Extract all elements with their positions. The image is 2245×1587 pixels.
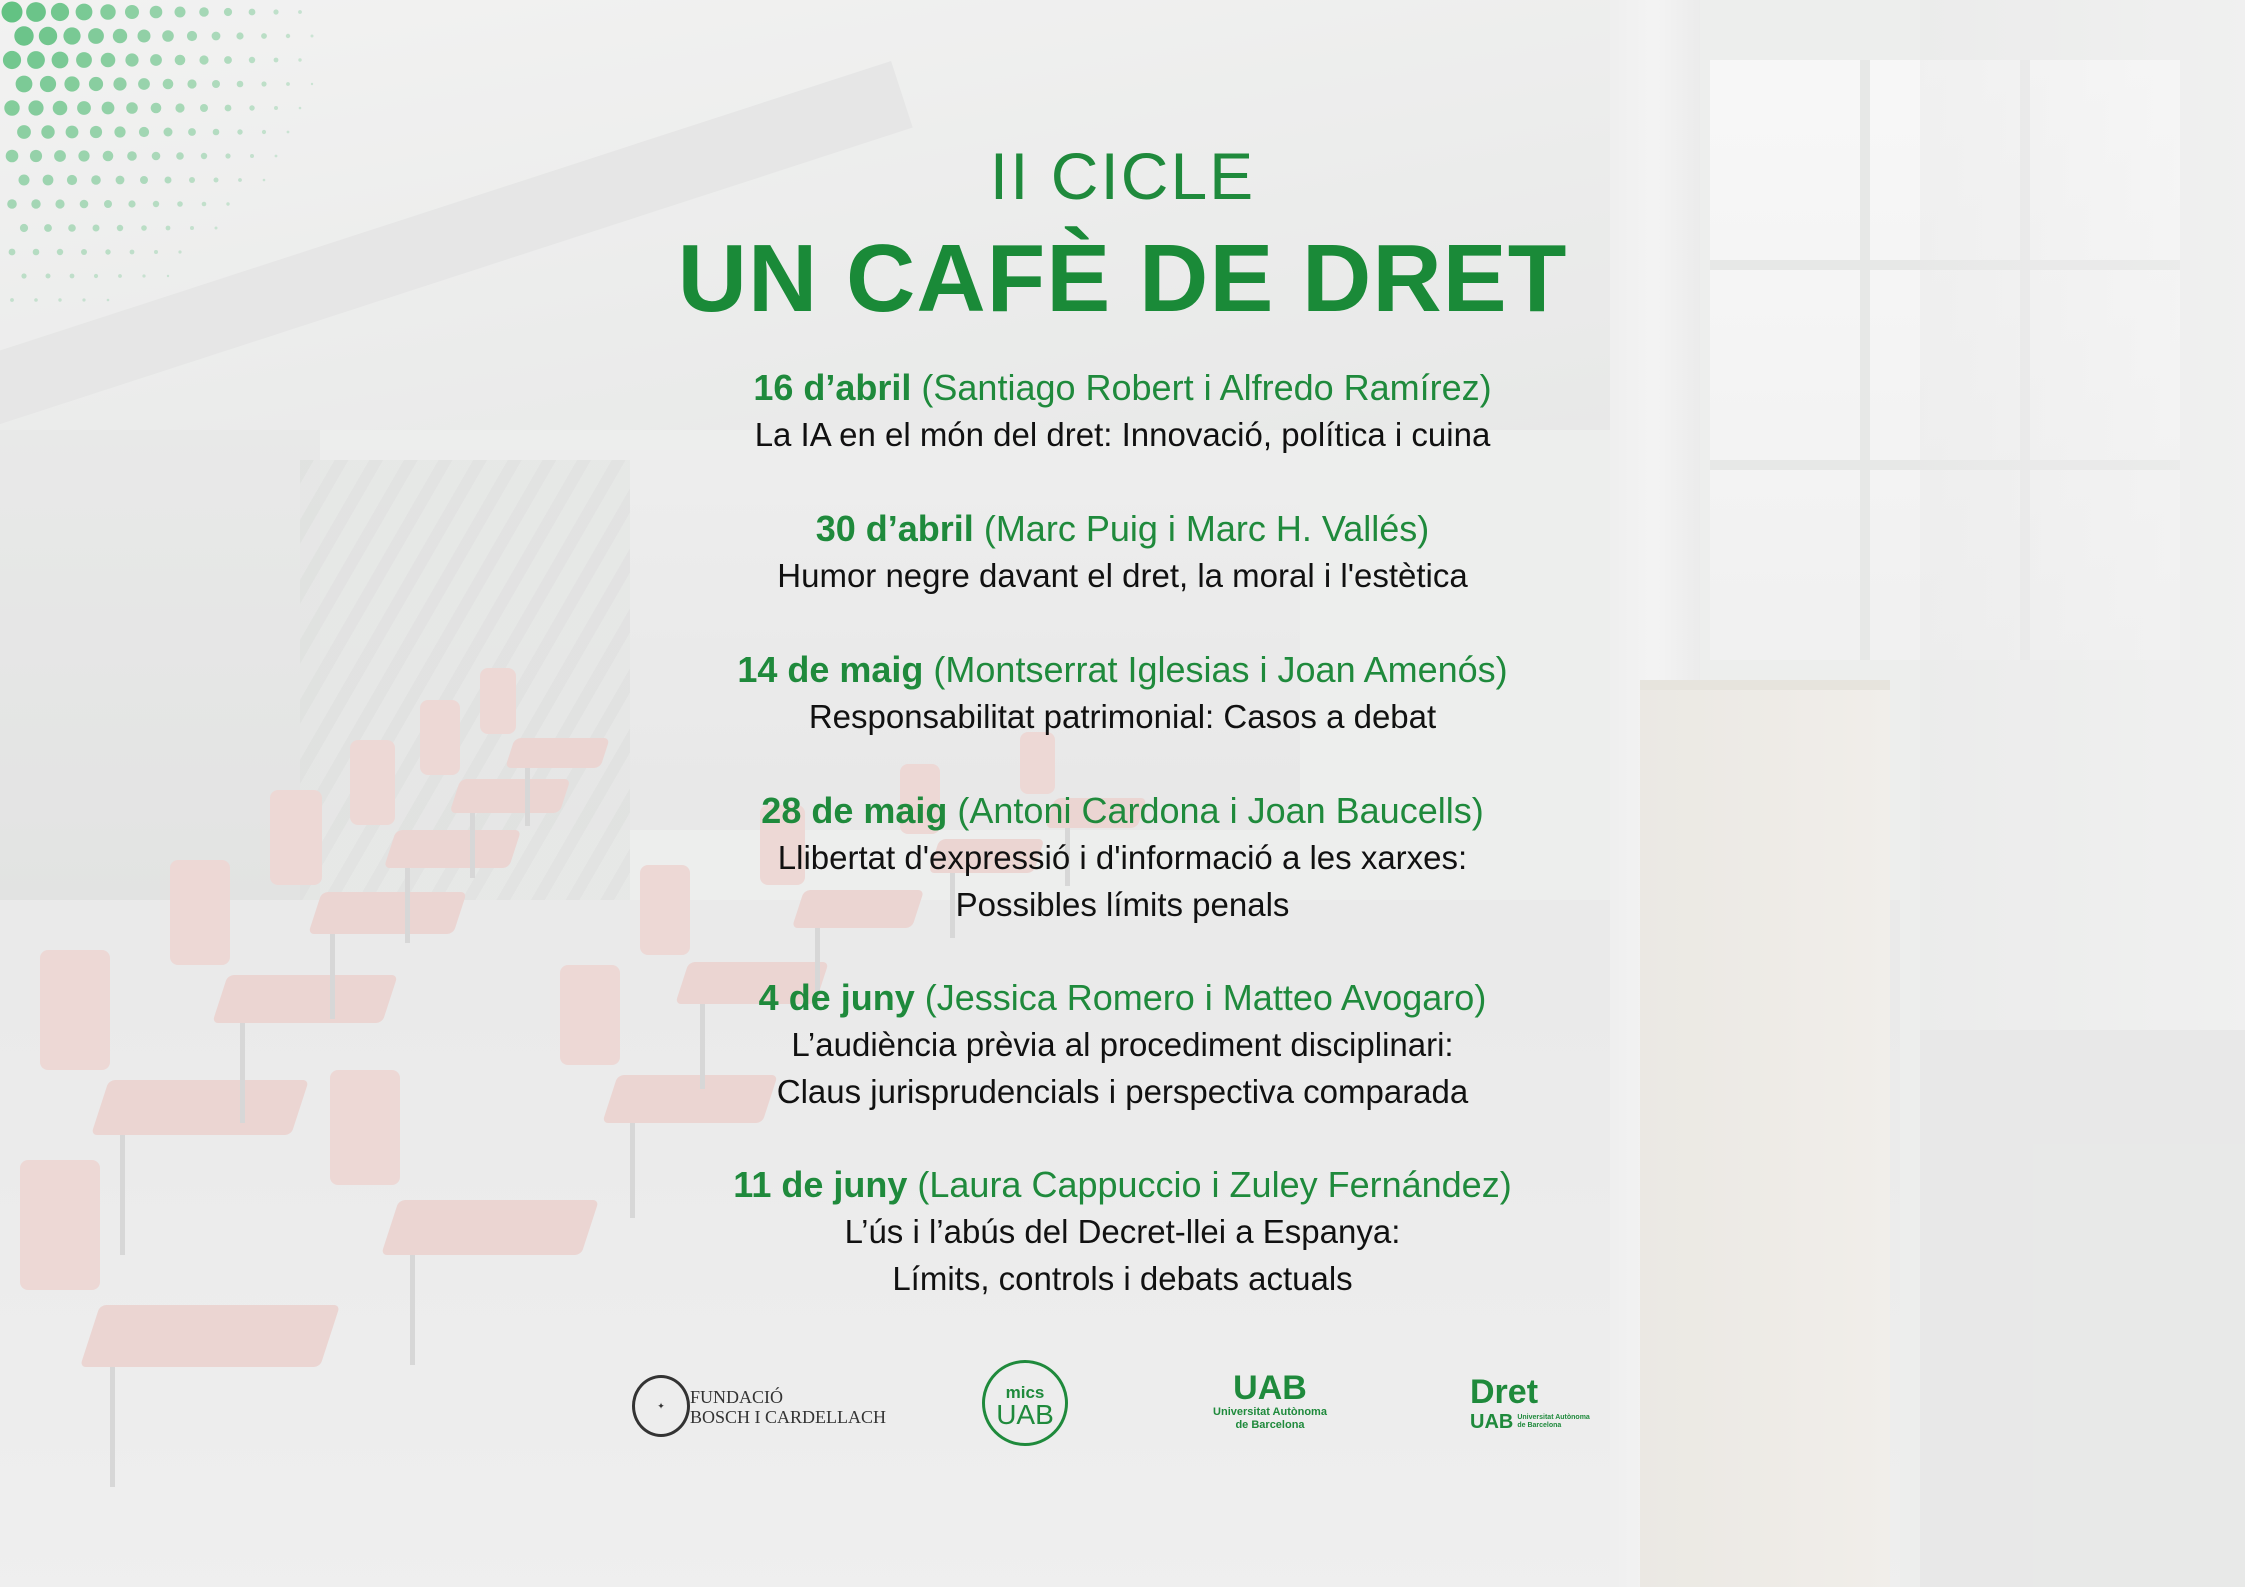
decor-dot <box>16 76 33 93</box>
decor-dot <box>151 103 162 114</box>
cycle-label: II CICLE <box>989 139 1256 213</box>
session-date: 4 de juny <box>758 977 915 1018</box>
decor-dot <box>54 150 66 162</box>
decor-dot <box>299 107 302 110</box>
session-date: 11 de juny <box>733 1164 908 1205</box>
decor-dot <box>113 77 126 90</box>
decor-dot <box>142 274 145 277</box>
decor-dot <box>188 128 196 136</box>
decor-dot <box>165 177 172 184</box>
session-topic: Llibertat d'expressió i d'informació a les xarxes: <box>777 839 1468 876</box>
decor-dot <box>140 176 148 184</box>
decor-dot <box>125 53 138 66</box>
decor-dot <box>55 199 64 208</box>
decor-dot <box>88 28 104 44</box>
decor-dot <box>226 202 229 205</box>
fundacio-line1: FUNDACIÓ <box>690 1387 784 1407</box>
amics-uab-logo <box>982 1360 1068 1446</box>
decor-dot <box>30 150 42 162</box>
session-date: 30 d’abril <box>815 508 974 549</box>
session-topic: Claus jurisprudencials i perspectiva comparada <box>776 1073 1469 1110</box>
decor-dot <box>101 53 116 68</box>
decor-dot <box>138 78 150 90</box>
decor-dot <box>311 83 313 85</box>
decor-dot <box>164 128 173 137</box>
dot-pattern-decoration <box>0 0 360 330</box>
decor-dot <box>175 55 186 66</box>
decor-dot <box>200 104 208 112</box>
session-topic: Possibles límits penals <box>955 886 1290 923</box>
decor-dot <box>51 3 69 21</box>
session-topic: Responsabilitat patrimonial: Casos a debat <box>808 698 1437 735</box>
decor-dot <box>105 249 110 254</box>
decor-dot <box>41 125 54 138</box>
decor-dot <box>236 32 243 39</box>
decor-dot <box>104 200 112 208</box>
decor-dot <box>298 10 302 14</box>
session-item <box>560 1162 1685 1302</box>
decor-dot <box>90 126 102 138</box>
decor-dot <box>130 250 135 255</box>
amics-bottom-text: UAB <box>996 1399 1054 1430</box>
decor-dot <box>237 129 242 134</box>
decor-dot <box>263 179 266 182</box>
decor-dot <box>27 51 45 69</box>
decor-dot <box>31 199 40 208</box>
session-date: 28 de maig <box>761 790 948 831</box>
decor-dot <box>114 126 125 137</box>
decor-dot <box>225 105 232 112</box>
decor-dot <box>214 178 219 183</box>
session-topic: Límits, controls i debats actuals <box>892 1260 1353 1297</box>
dret-logo-line2: de Barcelona <box>1517 1422 1562 1429</box>
decor-dot <box>273 9 278 14</box>
decor-dot <box>166 226 171 231</box>
decor-dot <box>76 4 93 21</box>
decor-dot <box>162 30 174 42</box>
uab-logo-line2: de Barcelona <box>1235 1419 1305 1431</box>
session-date: 14 de maig <box>737 649 924 690</box>
session-speakers: (Antoni Cardona i Joan Baucells) <box>957 790 1484 831</box>
decor-dot <box>287 131 290 134</box>
decor-dot <box>261 33 267 39</box>
decor-dot <box>262 130 266 134</box>
decor-dot <box>118 274 122 278</box>
decor-dot <box>70 274 75 279</box>
decor-dot <box>52 52 69 69</box>
decor-dot <box>100 4 115 19</box>
decor-dot <box>187 31 197 41</box>
decor-dot <box>39 27 57 45</box>
decor-dot <box>176 152 184 160</box>
dret-uab-logo <box>1470 1373 1630 1433</box>
session-topic: La IA en el món del dret: Innovació, política i cuina <box>754 416 1491 453</box>
decor-dot <box>212 80 220 88</box>
decor-dot <box>89 77 103 91</box>
decor-dot <box>117 225 123 231</box>
decor-dot <box>80 200 89 209</box>
fundacio-seal-icon: ✦ <box>632 1375 690 1437</box>
decor-dot <box>43 175 54 186</box>
decor-dot <box>77 101 91 115</box>
session-speakers: (Laura Cappuccio i Zuley Fernández) <box>917 1164 1512 1205</box>
decor-dot <box>189 177 195 183</box>
session-date: 16 d’abril <box>753 367 912 408</box>
decor-dot <box>116 176 125 185</box>
decor-dot <box>202 202 207 207</box>
decor-dot <box>212 32 221 41</box>
decor-dot <box>187 79 196 88</box>
decor-dot <box>91 175 101 185</box>
decor-dot <box>163 79 174 90</box>
decor-dot <box>213 129 220 136</box>
decor-dot <box>215 227 218 230</box>
decor-dot <box>224 8 232 16</box>
decor-dot <box>175 103 184 112</box>
decor-dot <box>286 34 290 38</box>
decor-dot <box>26 2 46 22</box>
decor-dot <box>63 27 80 44</box>
decor-dot <box>125 5 139 19</box>
decor-dot <box>103 151 114 162</box>
session-speakers: (Jessica Romero i Matteo Avogaro) <box>924 977 1487 1018</box>
decor-dot <box>58 298 61 301</box>
decor-dot <box>33 249 40 256</box>
decor-dot <box>311 35 314 38</box>
decor-dot <box>9 249 16 256</box>
event-title: UN CAFÈ DE DRET <box>677 225 1568 332</box>
uab-logo-big: UAB <box>1233 1369 1307 1407</box>
session-speakers: (Montserrat Iglesias i Joan Amenós) <box>933 649 1508 690</box>
session-item <box>560 647 1685 740</box>
decor-dot <box>199 7 209 17</box>
decor-dot <box>66 126 79 139</box>
decor-dot <box>250 154 254 158</box>
decor-dot <box>14 26 33 45</box>
amics-top-text: mics <box>1005 1383 1045 1402</box>
decor-dot <box>274 58 279 63</box>
decor-dot <box>68 224 76 232</box>
decor-dot <box>249 57 255 63</box>
decor-dot <box>139 127 149 137</box>
decor-dot <box>28 100 43 115</box>
uab-logo <box>1195 1370 1345 1432</box>
decor-dot <box>46 274 51 279</box>
decor-dot <box>40 76 56 92</box>
sponsor-logos <box>0 1355 2245 1475</box>
decor-dot <box>167 275 169 277</box>
decor-dot <box>138 30 151 43</box>
decor-dot <box>64 76 79 91</box>
decor-dot <box>82 298 85 301</box>
decor-dot <box>76 52 92 68</box>
decor-dot <box>154 250 158 254</box>
decor-dot <box>19 175 30 186</box>
decor-dot <box>275 155 278 158</box>
session-item <box>560 788 1685 928</box>
decor-dot <box>177 201 183 207</box>
fundacio-line2: BOSCH I CARDELLACH <box>690 1407 887 1427</box>
decor-dot <box>127 151 137 161</box>
decor-dot <box>2 2 23 23</box>
decor-dot <box>78 150 89 161</box>
fundacio-bosch-cardellach-logo <box>632 1375 892 1445</box>
session-topic: L’ús i l’abús del Decret-llei a Espanya: <box>844 1213 1401 1250</box>
decor-dot <box>152 152 161 161</box>
decor-dot <box>4 100 19 115</box>
dret-logo-big: Dret <box>1470 1373 1539 1411</box>
decor-dot <box>249 105 254 110</box>
decor-dot <box>190 226 194 230</box>
session-item <box>560 506 1685 599</box>
session-item <box>560 975 1685 1115</box>
decor-dot <box>238 178 242 182</box>
decor-dot <box>113 29 127 43</box>
dret-logo-line1: Universitat Autònoma <box>1517 1414 1590 1421</box>
decor-dot <box>286 82 290 86</box>
decor-dot <box>7 199 17 209</box>
session-item <box>560 365 1685 458</box>
decor-dot <box>150 6 163 19</box>
decor-dot <box>20 224 28 232</box>
decor-dot <box>94 274 98 278</box>
session-topic: Humor negre davant el dret, la moral i l'estètica <box>777 557 1468 594</box>
decor-dot <box>175 7 186 18</box>
session-speakers: (Santiago Robert i Alfredo Ramírez) <box>921 367 1492 408</box>
decor-dot <box>67 175 77 185</box>
decor-dot <box>93 225 100 232</box>
dret-logo-uab: UAB <box>1470 1411 1514 1433</box>
decor-dot <box>34 298 38 302</box>
decor-dot <box>6 150 19 163</box>
decor-dot <box>53 101 68 116</box>
decor-dot <box>178 250 181 253</box>
decor-dot <box>126 102 138 114</box>
decor-dot <box>249 9 256 16</box>
decor-dot <box>3 51 21 69</box>
decor-dot <box>57 249 63 255</box>
decor-dot <box>107 299 110 302</box>
decor-dot <box>17 125 31 139</box>
decor-dot <box>237 81 244 88</box>
decor-dot <box>128 200 135 207</box>
uab-logo-line1: Universitat Autònoma <box>1213 1406 1327 1418</box>
decor-dot <box>102 102 115 115</box>
decor-dot <box>199 55 208 64</box>
decor-dot <box>10 298 14 302</box>
decor-dot <box>21 273 26 278</box>
decor-dot <box>153 201 159 207</box>
decor-dot <box>224 56 232 64</box>
session-topic: L’audiència prèvia al procediment disciplinari: <box>791 1026 1454 1063</box>
decor-dot <box>81 249 87 255</box>
decor-dot <box>261 81 266 86</box>
decor-dot <box>150 54 162 66</box>
decor-dot <box>274 106 278 110</box>
session-speakers: (Marc Puig i Marc H. Vallés) <box>983 508 1430 549</box>
decor-dot <box>44 224 52 232</box>
decor-dot <box>298 58 301 61</box>
decor-dot <box>201 153 207 159</box>
decor-dot <box>225 153 230 158</box>
decor-dot <box>141 225 147 231</box>
